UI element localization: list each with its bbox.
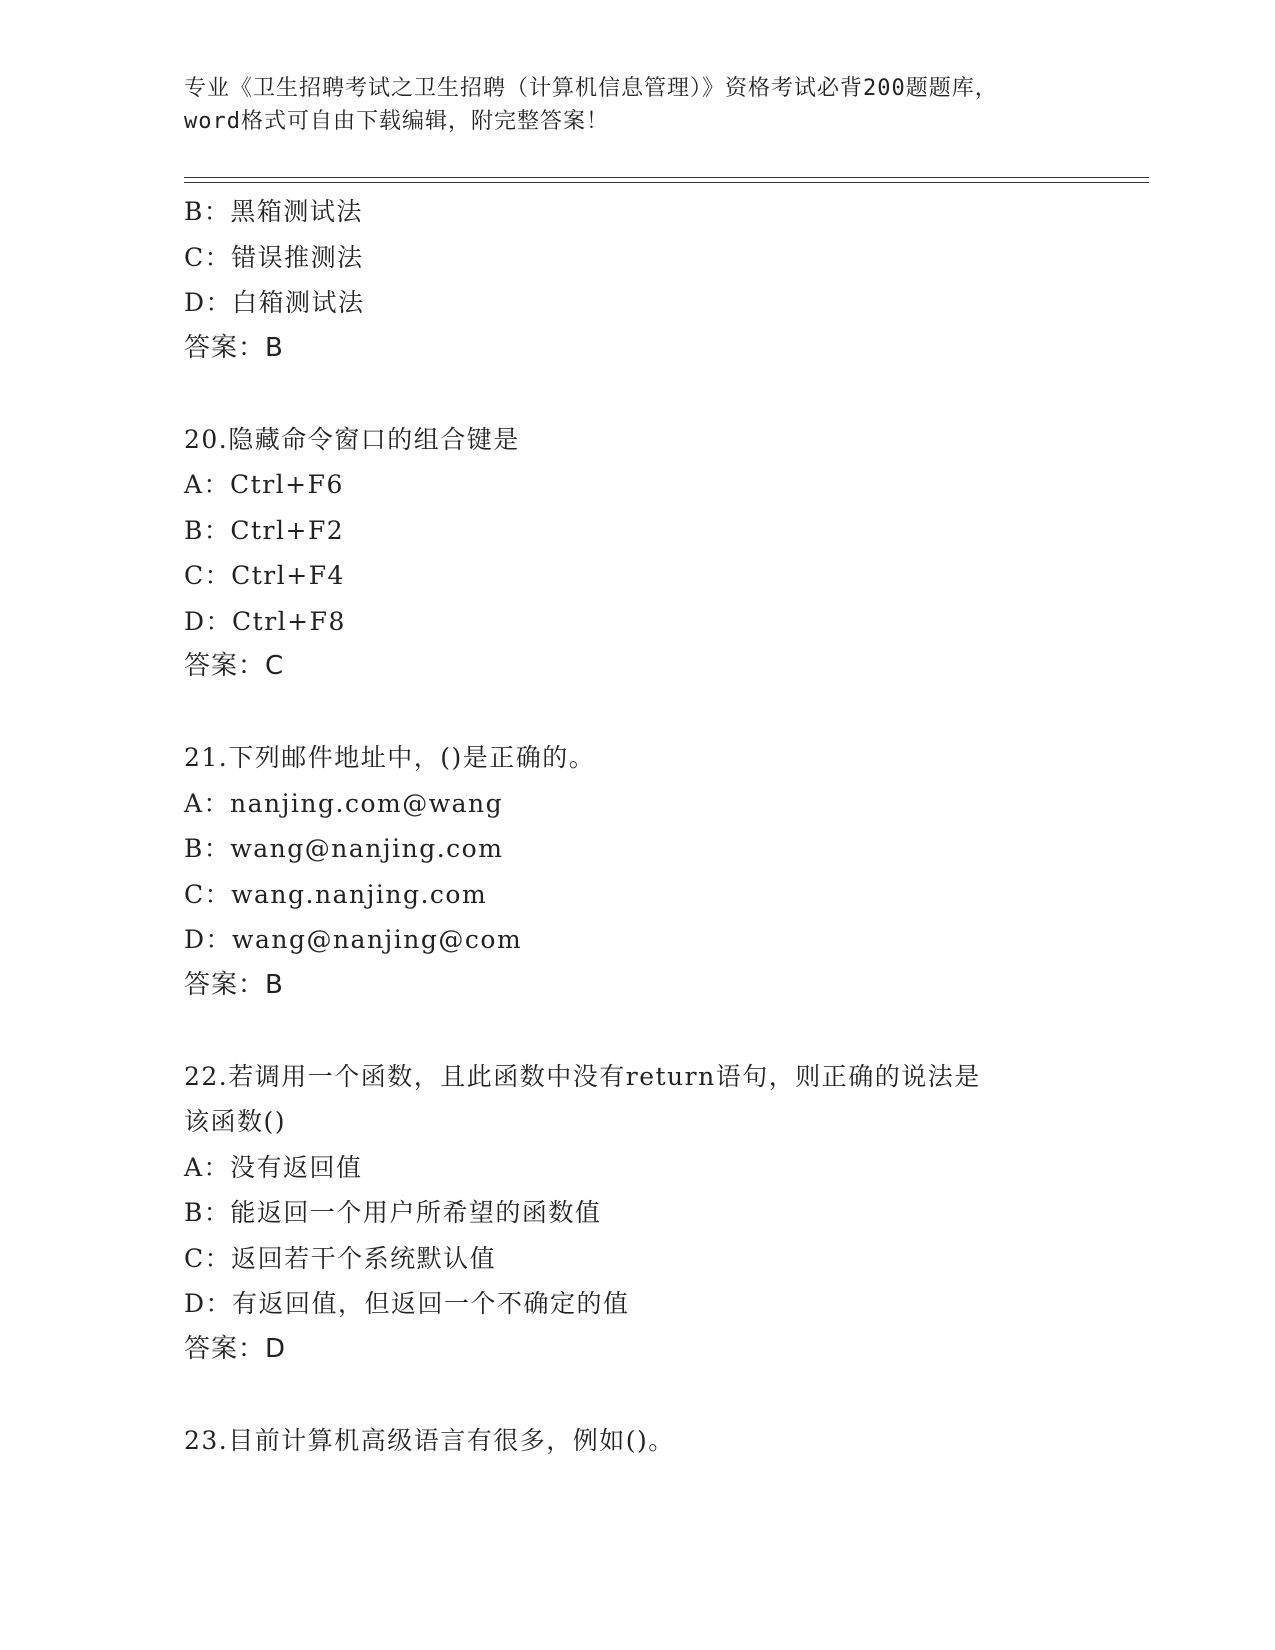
document-header [184, 72, 1084, 138]
option-d: D：wang@nanjing@com [184, 925, 523, 954]
question-list [184, 189, 1144, 1463]
answer-line: 答案：B [184, 332, 284, 363]
option-a: A：没有返回值 [184, 1152, 363, 1182]
spacer [184, 371, 1144, 417]
option-b: B：wang@nanjing.com [184, 834, 504, 863]
option-a: A：nanjing.com@wang [184, 788, 504, 818]
option-d: D：白箱测试法 [184, 288, 365, 317]
question-block-21 [184, 735, 1144, 1008]
option-d: D：Ctrl+F8 [184, 606, 346, 636]
question-text: 23.目前计算机高级语言有很多，例如()。 [184, 1425, 675, 1455]
option-a: A：Ctrl+F6 [184, 470, 344, 499]
spacer [184, 1008, 1144, 1054]
option-c: C：wang.nanjing.com [184, 879, 488, 909]
answer-line: 答案：B [184, 969, 284, 1000]
question-block-22 [184, 1054, 1144, 1373]
answer-line: 答案：D [184, 1333, 287, 1364]
spacer [184, 1372, 1144, 1418]
question-block-19 [184, 189, 1144, 371]
header-divider [184, 177, 1149, 183]
option-c: C：返回若干个系统默认值 [184, 1243, 497, 1273]
option-b: B：黑箱测试法 [184, 197, 363, 226]
option-d: D：有返回值，但返回一个不确定的值 [184, 1289, 630, 1318]
header-line-2: word格式可自由下载编辑，附完整答案！ [184, 109, 609, 134]
question-block-23 [184, 1418, 1144, 1464]
option-c: C：错误推测法 [184, 242, 364, 272]
question-text: 21.下列邮件地址中，()是正确的。 [184, 743, 596, 772]
header-line-1: 专业《卫生招聘考试之卫生招聘（计算机信息管理）》资格考试必背200题题库， [184, 76, 998, 101]
option-b: B：Ctrl+F2 [184, 515, 345, 545]
spacer [184, 690, 1144, 736]
answer-line: 答案：C [184, 651, 285, 681]
question-text: 20.隐藏命令窗口的组合键是 [184, 424, 520, 454]
question-text-line-2: 该函数() [184, 1107, 287, 1136]
option-c: C：Ctrl+F4 [184, 561, 345, 590]
question-block-20 [184, 417, 1144, 690]
option-b: B：能返回一个用户所希望的函数值 [184, 1198, 602, 1227]
question-text-line-1: 22.若调用一个函数，且此函数中没有return语句，则正确的说法是 [184, 1061, 981, 1091]
